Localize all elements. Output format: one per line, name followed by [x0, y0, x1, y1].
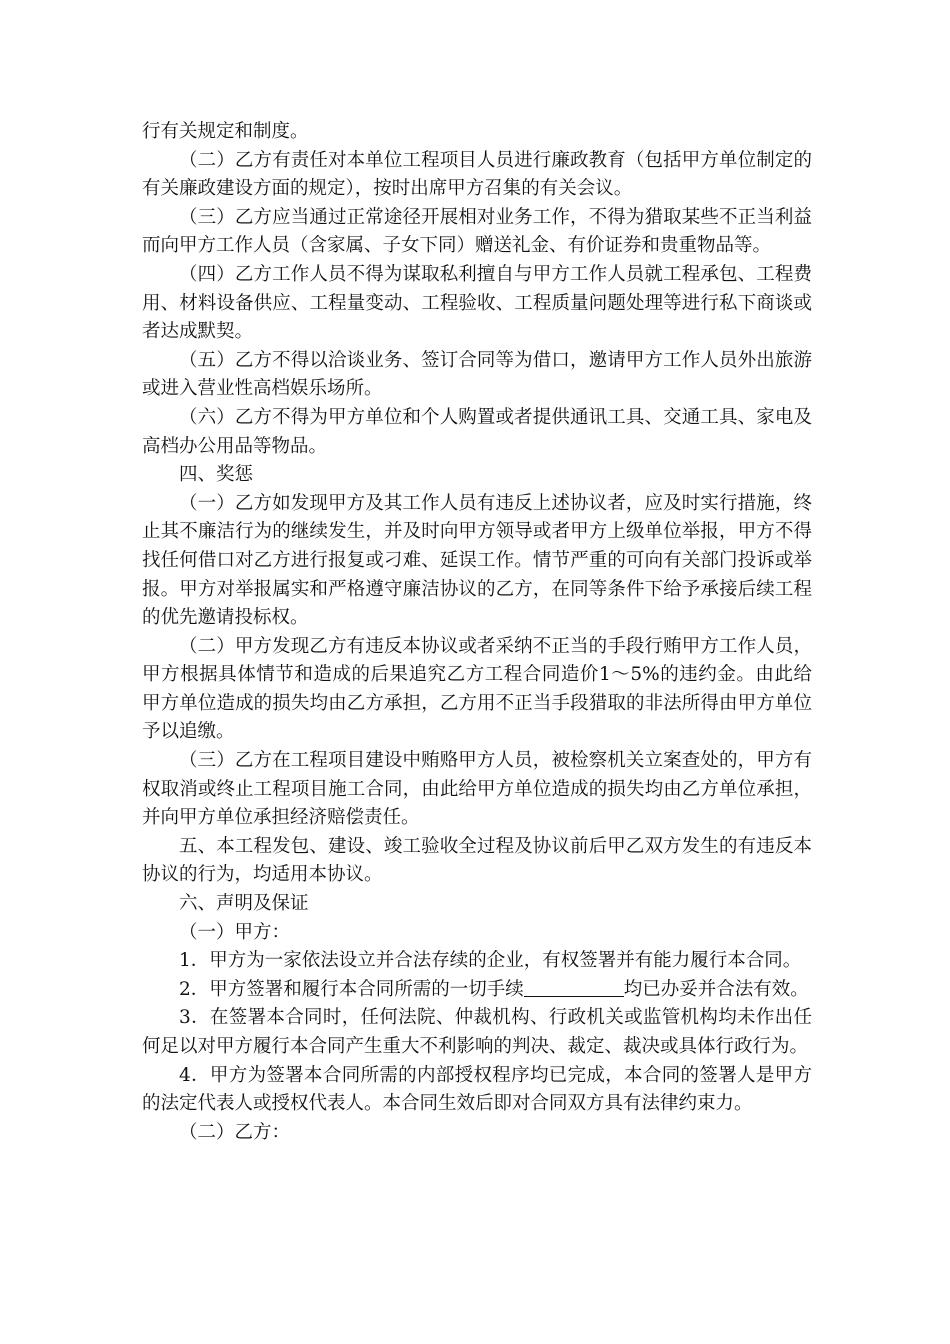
- section-heading-declarations: 六、声明及保证: [179, 893, 309, 915]
- document-body: [142, 118, 812, 1147]
- paragraph-clause-3-3: （三）乙方应当通过正常途径开展相对业务工作，不得为猎取某些不正当利益而向甲方工作人员（含家属、子女下同）赠送礼金、有价证券和贵重物品等。: [142, 206, 812, 257]
- section-heading-rewards-penalties: 四、奖惩: [179, 464, 254, 486]
- paragraph-party-a-2-after: 均已办妥并合法有效。: [623, 978, 809, 1000]
- paragraph-party-a-2-before: 2．甲方签署和履行本合同所需的一切手续: [179, 978, 524, 1000]
- paragraph-continuation: 行有关规定和制度。: [142, 121, 309, 142]
- paragraph-clause-4-1: （一）乙方如发现甲方及其工作人员有违反上述协议者，应及时实行措施，终止其不廉洁行为的继续发生，并及时向甲方领导或者甲方上级单位举报，甲方不得找任何借口对乙方进行报复或刁难、延误工作。情节严重的可向有关部门投诉或举报。甲方对举报属实和严格遵守廉洁协议的乙方，在同等条件下给予承接后续工程的优先邀请投标权。: [142, 492, 812, 629]
- paragraph-party-a-4: 4．甲方为签署本合同所需的内部授权程序均已完成，本合同的签署人是甲方的法定代表人或授权代表人。本合同生效后即对合同双方具有法律约束力。: [142, 1064, 812, 1115]
- paragraph-clause-4-3: （三）乙方在工程项目建设中贿赂甲方人员，被检察机关立案查处的，甲方有权取消或终止工程项目施工合同，由此给甲方单位造成的损失均由乙方单位承担，并向甲方单位承担经济赔偿责任。: [142, 750, 812, 829]
- paragraph-clause-3-4: （四）乙方工作人员不得为谋取私利擅自与甲方工作人员就工程承包、工程费用、材料设备供应、工程量变动、工程验收、工程质量问题处理等进行私下商谈或者达成默契。: [142, 263, 812, 343]
- paragraph-clause-3-5: （五）乙方不得以洽谈业务、签订合同等为借口，邀请甲方工作人员外出旅游或进入营业性高档娱乐场所。: [142, 349, 812, 400]
- paragraph-party-a-2: [142, 976, 812, 1005]
- paragraph-party-a-1: 1．甲方为一家依法设立并合法存续的企业，有权签署并有能力履行本合同。: [179, 950, 802, 972]
- subheading-party-b: （二）乙方：: [179, 1121, 291, 1143]
- paragraph-clause-4-2: （二）甲方发现乙方有违反本协议或者采纳不正当的手段行贿甲方工作人员，甲方根据具体情节和造成的后果追究乙方工程合同造价1～5%的违约金。由此给甲方单位造成的损失均由乙方承担，乙方用不正当手段猎取的非法所得由甲方单位予以追缴。: [142, 635, 812, 743]
- subheading-party-a: （一）甲方：: [179, 921, 291, 943]
- fill-in-blank-line[interactable]: [524, 977, 624, 997]
- section-heading-scope: 五、本工程发包、建设、竣工验收全过程及协议前后甲乙双方发生的有违反本协议的行为，均适用本协议。: [142, 835, 812, 886]
- paragraph-clause-3-6: （六）乙方不得为甲方单位和个人购置或者提供通讯工具、交通工具、家电及高档办公用品等物品。: [142, 406, 812, 457]
- paragraph-party-a-3: 3．在签署本合同时，任何法院、仲裁机构、行政机关或监管机构均未作出任何足以对甲方履行本合同产生重大不利影响的判决、裁定、裁决或具体行政行为。: [142, 1007, 812, 1057]
- paragraph-clause-3-2: （二）乙方有责任对本单位工程项目人员进行廉政教育（包括甲方单位制定的有关廉政建设方面的规定），按时出席甲方召集的有关会议。: [142, 149, 812, 200]
